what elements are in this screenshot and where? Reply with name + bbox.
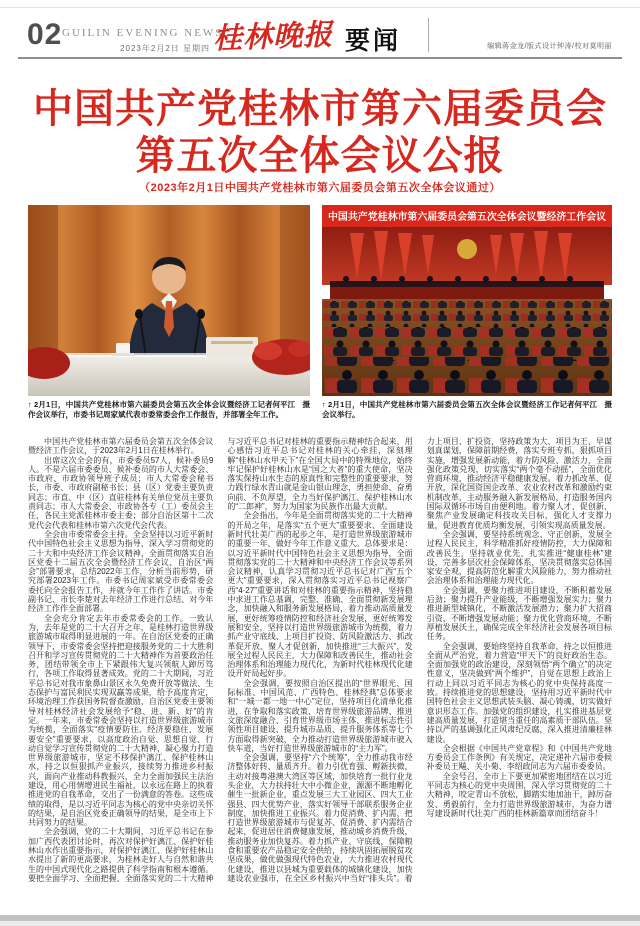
photo-speaker [28,205,310,396]
photo-conference-hall [322,205,612,396]
article-paragraph: 全会号召，全市上下要更加紧密地团结在以习近平同志为核心的党中央周围，深入学习贯彻党的二十大精神，咬定青山不放松，脚踏实地加油干，踔厉奋发、勇毅前行，全力打造世界级旅游城市，为奋力谱写建设新时代壮美广西的桂林新篇章而团结奋斗！ [426,771,612,818]
article-columns [28,437,612,889]
article-paragraph: 全会强调，要坚持“六个统筹”，全力推动我市经济整体好转、量质齐升。着力引优育强、孵新扶微，主动对接粤港澳大湾区等区域，加快培育一批行业龙头企业，大力扶持壮大中小微企业，源源不断地孵化催生一批新企业，重点发展三大工业园区、四大工业强县、四大优势产业，落实好领导干部联系服务企业制度，加快推进工业振兴。着力促消费、扩内需，把打造世界级旅游城市与促复苏、促消费、扩内需结合起来，促进居住消费健康发展，推动城乡消费升级，推动服务业加快复苏。着力抓产业、守底线，保障粮食和重要农产品稳定安全供给，持续巩固拓展脱贫攻坚成果，做优做强现代特色农业，大力推进农村现代化建设，推进以县城为重要载体的城镇化建设，加快建设农业强市，在全区乡村振兴中当好“排头兵”。着力上项目、扩投资，坚持政策为大、项目为王、早谋划真谋划，保障前期经费，落实专班专抓，狠抓项目实施，增强发展新动能，着力防风险、激活力，全面强化政策兑现，切实落实“两个毫不动摇”，全面优化营商环境，推动经济平稳健康发展。着力抓改革、促开放，深化国资国企改革、农业农村改革和激励约束机制改革，主动服务融入新发展格局，打造服务国内国际双循环市场自由便利地。着力聚人才、促创新，聚焦产业发展确定科技攻关目标，强化人才支撑力量，促进教育优质均衡发展，引领实现高质量发展。 [227,437,612,883]
caption-left-credit: 记者何平江 摄 [257,400,310,409]
page-top-edge [0,7,640,8]
masthead-english: GUILIN EVENING NEWS [62,27,224,39]
headline-line2: 第五次全体会议公报 [135,134,505,178]
caption-right-text: ↑ 2月1日，中国共产党桂林市第六届委员会第五次全体会议暨经济工作会议举行。 [322,400,560,419]
page-number: 02 [27,18,63,51]
caption-right [322,400,612,419]
article-paragraph: 全会强调，要坚持系统观念、守正创新，发展全过程人民民主，科学精准抓好疫情防控，大力保障和改善民生，坚持就业优先，扎实推进“健康桂林”建设，完善多层次社会保障体系，坚决贯彻落实总体国家安全观，提高防范化解重大风险能力，努力推动社会治理体系和治理能力现代化。 [426,529,612,586]
staff-credit-line: 编辑蒋金龙/版式设计钟涛/校对莫明丽 [487,43,612,50]
article-paragraph: 全会强调，要按照自治区提出的“世界眼光、国际标准、中国风范、广西特色、桂林经典”总体要求和“一城一都一地一中心”定位，坚持项目化清单化推进，在争取和落实政策、培育世界级旅游品牌、推进文旅深度融合、引育世界级市场主体、推进标志性引领性项目建设、提升城市品质、提升服务体系等七个方面取得新突破，全力推动打造世界级旅游城市驶入快车道，当好打造世界级旅游城市的“主力军”。 [227,678,413,753]
caption-left [28,400,310,419]
newspaper-logo: 桂林晚报 [212,19,334,56]
headline-subtitle: （2023年2月1日中国共产党桂林市第六届委员会第五次全体会议通过） [139,182,501,194]
caption-right-credit: 记者何平江 摄 [559,400,612,409]
photo-speaker-illustration [28,205,310,396]
headline-line1: 中国共产党桂林市第六届委员会 [33,87,607,131]
header-divider [428,18,429,52]
article-paragraph: 全会强调，党的二十大期间，习近平总书记在参加广西代表团讨论时，再次对保护好漓江、保护好桂林山水作出重要指示，对保护好漓江、保护好桂林山水提出了新的更高要求，为桂林走好人与自然和谐共生的中国式现代化之路提供了科学指南和根本遵循。要把全面学习、全面把握、全面落实党的二十大精神与习近平总书记对桂林的重要指示精神结合起来，用心感悟习近平总书记对桂林的关心牵挂，深刻理解“桂林山水甲天下”在全国大局中的特殊地位，始终牢记保护好桂林山水是“国之大者”的重大使命，坚决落实保持山水生态的原真性和完整性的重要要求，努力践行绿水青山就是金山银山理念，勇担使命、奋勇向前、不负厚望，全力当好保护漓江、保护桂林山水的“二郎神”，努力为国家为民族作出最大贡献。 [28,437,413,883]
article-paragraph: 全会强调，要始终坚持自我革命，持之以恒推进全面从严治党，着力营造“甲天下”的良好政治生态。全面加强党的政治建设，深刻领悟“两个确立”的决定性意义，坚决做到“两个维护”，自觉在思想上政治上行动上同以习近平同志为核心的党中央保持高度一致。持续推进党的思想建设，坚持用习近平新时代中国特色社会主义思想武装头脑、凝心铸魂，切实做好意识形态工作。加强党的组织建设，扎实推进基层党建高质量发展，打造堪当重任的高素质干部队伍。坚持以严的基调强化正风肃纪反腐，深入推进清廉桂林建设。 [426,641,612,744]
photo-hall-illustration [322,205,612,396]
main-headline [0,86,640,180]
header-rule [18,57,622,59]
article-paragraph: 全会由市委常委会主持。全会坚持以习近平新时代中国特色社会主义思想为指导，深入学习贯彻党的二十大和中央经济工作会议精神，全面贯彻落实自治区党委十二届五次全会暨经济工作会议、自治区“两会”部署要求，总结2022年工作，分析当前形势，研究部署2023年工作。市委书记周家斌受市委常委会委托向全会报告工作，并就今年工作作了讲话。市委副书记、市长李楚对去年经济工作进行总结、对今年经济工作作全面部署。 [28,529,214,614]
article-paragraph: 全会充分肯定去年市委常委会的工作。一致认为，去年是党的二十大召开之年，是桂林打造世界级旅游城市取得明显进展的一年。在自治区党委的正确领导下，市委常委会坚持把迎接服务党的二十大胜利召开和学习宣传贯彻党的二十大精神作为首要政治任务，团结带领全市上下紧跟伟大复兴领航人踔厉笃行，各项工作取得显著成效。党的二十大期间，习近平总书记对我市象鼻山景区永久免费开放等做法、生态保护与富民利民实现双赢等成果，给予高度肯定，环境治理工作获国务院督查激励，自治区党委主要领导对桂林经济社会发展给予“稳、进、新、好”的肯定。一年来，市委常委会坚持以打造世界级旅游城市为统揽，全面落实“疫情要防住、经济要稳住、发展要安全”重要要求，以高度政治自觉、思想自觉、行动自觉学习宣传贯彻党的二十大精神，凝心聚力打造世界级旅游城市，坚定不移保护漓江、保护桂林山水，持之以恒狠抓产业振兴，接续努力推进乡村振兴，面向产业推动科教振兴，全力全面加强民主法治建设，用心用情增进民生福祉，以永远在路上的执着推进党的自我革命，交出了一份满意的答卷。这些成绩的取得，是以习近平同志为核心的党中央亲切关怀的结果，是自治区党委正确领导的结果，是全市上下共同努力的结果。 [28,613,214,828]
article-paragraph: 全会强调，要聚力推进项目建设，不断积蓄发展后劲；聚力提升产业能级，不断增强发展实力；聚力推进新型城镇化，不断激活发展潜力；聚力扩大招商引资，不断增强发展动能；聚力优化营商环境，不断厚植发展沃土，确保完成全年经济社会发展各项目标任务。 [426,585,612,642]
article-paragraph: 全会根据《中国共产党章程》和《中国共产党地方委员会工作条例》有关规定，决定递补六届市委候补委员王飚、关小菊、李绍政同志为六届市委委员。 [426,743,612,772]
article-paragraph: 中国共产党桂林市第六届委员会第五次全体会议暨经济工作会议，于2023年2月1日在桂林举行。 [28,437,214,456]
section-title: 要闻 [345,27,402,55]
caption-left-text: ↑ 2月1日，中国共产党桂林市第六届委员会第五次全体会议暨经济工作会议举行，市委书记周家斌代表市委常委会作工作报告，并部署全年工作。 [28,400,283,419]
article-paragraph: 出席这次全会的有，市委委员57人，候补委员9人。不是六届市委委员、候补委员的市人大常委会、市政府、市政协领导班子成员；市人大常委会秘书长，市委、市政府副秘书长；县（区）党委主要负责同志；市直、中（区）直驻桂林有关单位党员主要负责同志；市人大常委会、市政协各专（工）委员会主任，各民主党派桂林市委主委；部分自治区第十二次党代会代表和桂林市第六次党代会代表。 [28,455,214,530]
article-paragraph: 全会指出，今年是全面贯彻落实党的二十大精神的开局之年，是落实“五个更大”重要要求、全面建设新时代壮美广西的起步之年，是打造世界级旅游城市的重要一年，做好今年工作意义重大。总体要求是：以习近平新时代中国特色社会主义思想为指导，全面贯彻落实党的二十大精神和中央经济工作会议等系列会议精神，认真学习贯彻习近平总书记对广西“五个更大”重要要求，深入贯彻落实习近平总书记视察广西“4·27”重要讲话和对桂林的重要指示精神，坚持稳中求进工作总基调，完整、准确、全面贯彻新发展理念，加快融入和服务新发展格局，着力推动高质量发展，更好统筹疫情防控和经济社会发展，更好统筹发展和安全，坚持以打造世界级旅游城市为统揽，着力抓产业守底线、上项目扩投资、防风险激活力、抓改革促开放、聚人才促创新，加快推进“三大振兴”，发展全过程人民民主，大力保障和改善民生，推动社会治理体系和治理能力现代化，为新时代桂林现代化建设开好局起好步。 [227,511,413,679]
photo-banner-text: 中国共产党桂林市第六届委员会第五次全体会议暨经济工作会议 [328,212,608,223]
page-bottom-edge-light [0,921,640,926]
masthead-date: 2023年2月2日 星期四 [120,44,210,53]
